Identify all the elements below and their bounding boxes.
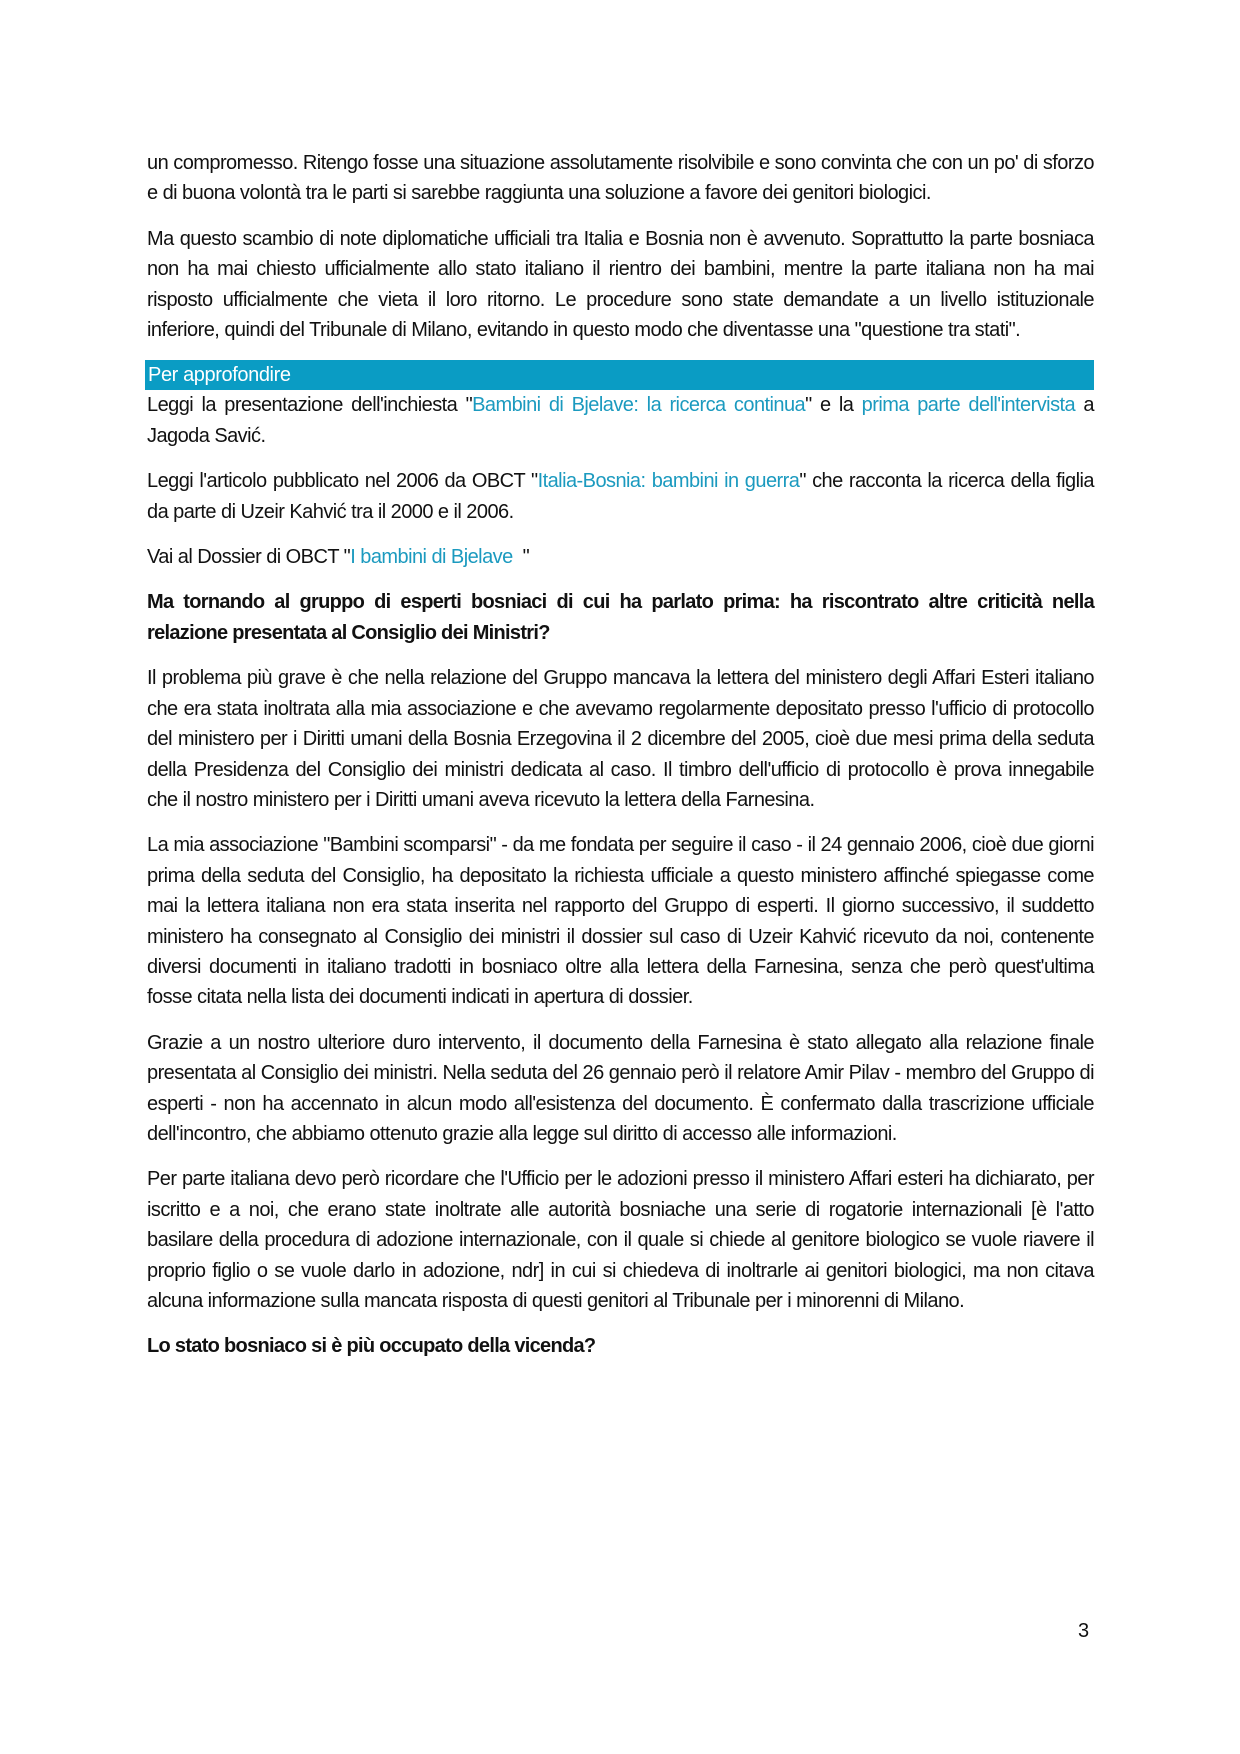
text: " [512, 546, 530, 569]
text: Vai al Dossier di OBCT " [147, 546, 351, 569]
link-dossier[interactable]: I bambini di Bjelave [350, 546, 513, 569]
link-italia-bosnia-article[interactable]: Italia-Bosnia: bambini in guerra [537, 470, 800, 493]
further-reading-banner: Per approfondire [145, 360, 1094, 390]
text: Leggi l'articolo pubblicato nel 2006 da OBCT " [147, 470, 538, 493]
text: " che racconta la ricerca della figlia da parte di Uzeir Kahvić tra il 2000 e il 2006. [147, 470, 1094, 523]
interview-question: Ma tornando al gruppo di esperti bosniaci di cui ha parlato prima: ha riscontrato altre criticità nella relazione presentata al Consiglio dei Ministri? [147, 591, 1094, 644]
paragraph: La mia associazione "Bambini scomparsi" - da me fondata per seguire il caso - il 24 gennaio 2006, cioè due giorni prima della seduta del Consiglio, ha depositato la richiesta ufficiale a questo ministero affinché spiegasse come mai la lettera italiana non era stata inserita nel rapporto del Gruppo di esperti. Il giorno successivo, il suddetto ministero ha consegnato al Consiglio dei ministri il dossier sul caso di Uzeir Kahvić ricevuto da noi, contenente diversi documenti in italiano tradotti in bosniaco oltre alla lettera della Farnesina, senza che però quest'ultima fosse citata nella lista dei documenti indicati in apertura di dossier. [147, 834, 1094, 1009]
further-reading-item [147, 390, 1094, 451]
paragraph: Ma questo scambio di note diplomatiche ufficiali tra Italia e Bosnia non è avvenuto. Soprattutto la parte bosniaca non ha mai chiesto ufficialmente allo stato italiano il rientro dei bambini, mentre la parte italiana non ha mai risposto ufficialmente che vieta il loro ritorno. Le procedure sono state demandate a un livello istituzionale inferiore, quindi del Tribunale di Milano, evitando in questo modo che diventasse una "questione tra stati". [147, 227, 1094, 342]
link-inquiry-presentation[interactable]: Bambini di Bjelave: la ricerca continua [472, 394, 806, 417]
document-page [147, 148, 1094, 1377]
text: a Jagoda Savić. [147, 394, 1094, 447]
further-reading-item [147, 466, 1094, 527]
text: " e la [805, 394, 862, 417]
paragraph: un compromesso. Ritengo fosse una situazione assolutamente risolvibile e sono convinta che con un po' di sforzo e di buona volontà tra le parti si sarebbe raggiunta una soluzione a favore dei genitori biologici. [147, 152, 1094, 205]
interview-question: Lo stato bosniaco si è più occupato della vicenda? [147, 1335, 596, 1358]
paragraph: Grazie a un nostro ulteriore duro intervento, il documento della Farnesina è stato allegato alla relazione finale presentata al Consiglio dei ministri. Nella seduta del 26 gennaio però il relatore Amir Pilav - membro del Gruppo di esperti - non ha accennato in alcun modo all'esistenza del documento. È confermato dalla trascrizione ufficiale dell'incontro, che abbiamo ottenuto grazie alla legge sul diritto di accesso alle informazioni. [147, 1031, 1094, 1145]
further-reading-item [147, 542, 1094, 572]
page-number: 3 [1078, 1620, 1090, 1642]
text: Leggi la presentazione dell'inchiesta " [147, 394, 473, 417]
paragraph: Il problema più grave è che nella relazione del Gruppo mancava la lettera del ministero degli Affari Esteri italiano che era stata inoltrata alla mia associazione e che avevamo regolarmente depositato presso l'ufficio di protocollo del ministero per i Diritti umani della Bosnia Erzegovina il 2 dicembre del 2005, cioè due mesi prima della seduta della Presidenza del Consiglio dei ministri dedicata al caso. Il timbro dell'ufficio di protocollo è prova innegabile che il nostro ministero per i Diritti umani aveva ricevuto la lettera della Farnesina. [147, 667, 1094, 811]
link-interview-part-one[interactable]: prima parte dell'intervista [861, 394, 1076, 417]
paragraph: Per parte italiana devo però ricordare che l'Ufficio per le adozioni presso il ministero Affari esteri ha dichiarato, per iscritto e a noi, che erano state inoltrate alle autorità bosniache una serie di rogatorie internazionali [è l'atto basilare della procedura di adozione internazionale, con il quale si chiede al genitore biologico se vuole riavere il proprio figlio o se vuole darlo in adozione, ndr] in cui si chiedeva di inoltrarle ai genitori biologici, ma non citava alcuna informazione sulla mancata risposta di questi genitori al Tribunale per i minorenni di Milano. [147, 1168, 1094, 1312]
